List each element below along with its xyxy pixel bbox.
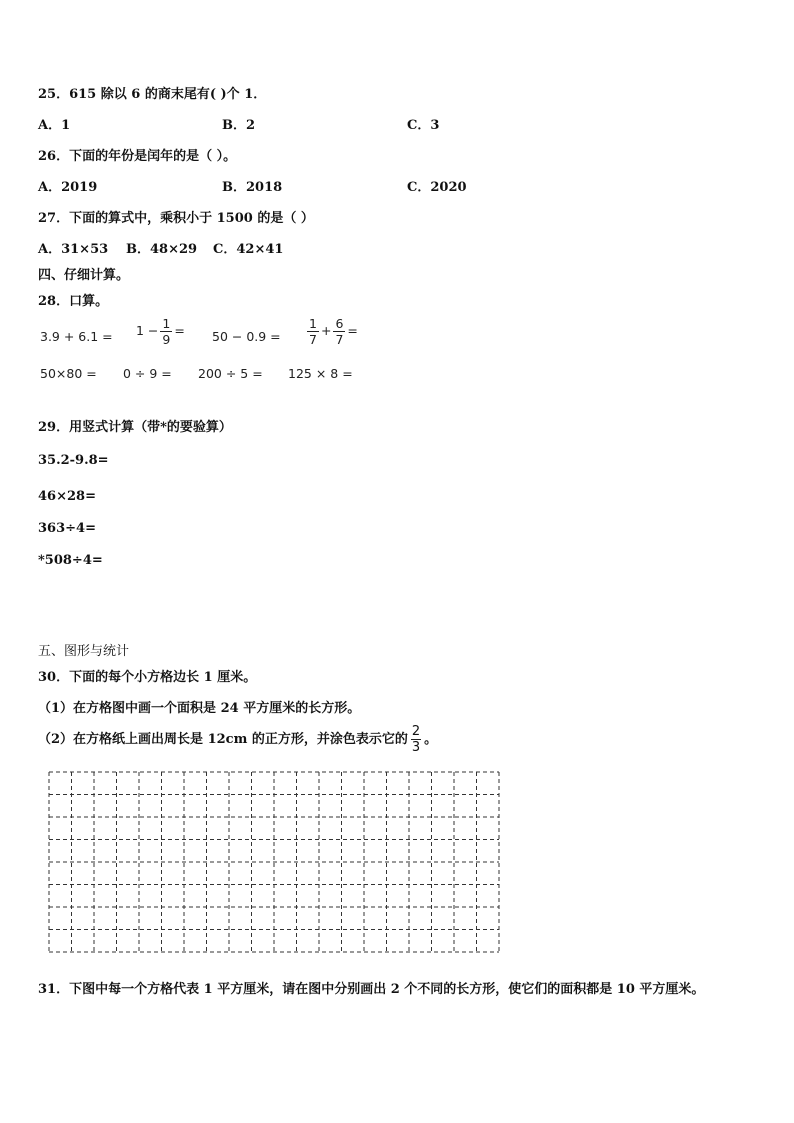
plus-sign: + [320,323,332,338]
oral-calc-6: 0 ÷ 9 = [123,366,172,381]
vertical-calc-4: *508÷4= [38,553,103,568]
question-30-part-2-text: （2）在方格纸上画出周长是 12cm 的正方形，并涂色表示它的 [38,732,408,747]
vertical-calc-3: 363÷4= [38,521,96,536]
question-27-option-b: B．48×29 [126,242,198,257]
question-26-stem: 26．下面的年份是闰年的是（ ）。 [38,149,237,164]
question-26-option-b: B．2018 [222,180,283,195]
section-4-heading: 四、仔细计算。 [38,268,130,283]
oral-calc-2-prefix: 1 − [136,323,159,338]
oral-calc-2-equals: = [174,323,185,338]
oral-calc-2 [136,316,185,347]
question-30-part-1: （1）在方格图中画一个面积是 24 平方厘米的长方形。 [38,701,361,716]
dashed-square-grid[interactable] [48,771,502,957]
section-5-heading: 五、图形与统计 [38,644,130,659]
question-25-stem: 25．615 除以 6 的商末尾有( )个 1． [38,87,267,102]
question-26-option-c: C．2020 [407,180,467,195]
question-25-option-c: C．3 [407,118,440,133]
fraction-numerator: 6 [335,316,344,331]
question-30-stem: 30．下面的每个小方格边长 1 厘米。 [38,670,257,685]
fraction-numerator: 1 [162,316,171,331]
question-26-option-a: A．2019 [38,180,98,195]
question-31-stem: 31．下图中每一个方格代表 1 平方厘米，请在图中分别画出 2 个不同的长方形，使它们的面积都是 10 平方厘米。 [38,982,705,997]
question-30-part-2 [38,724,437,755]
question-27-option-a: A．31×53 [38,242,109,257]
fraction-denominator: 3 [411,740,421,755]
oral-calc-1: 3.9 + 6.1 = [40,329,113,344]
oral-calc-7: 200 ÷ 5 = [198,366,263,381]
question-27-stem: 27．下面的算式中，乘积小于 1500 的是（ ） [38,211,314,226]
fraction-six-sevenths [333,316,345,347]
fraction-numerator: 1 [309,316,317,331]
fraction-one-ninth [160,316,172,347]
oral-calc-4-equals: = [347,323,358,338]
fraction-numerator: 2 [411,724,421,739]
fraction-denominator: 9 [162,332,171,347]
oral-calc-3: 50 − 0.9 = [212,329,281,344]
question-27-option-c: C．42×41 [213,242,284,257]
question-25-option-b: B．2 [222,118,256,133]
question-29-stem: 29．用竖式计算（带*的要验算） [38,420,232,435]
fraction-two-thirds [411,724,421,755]
oral-calc-4 [305,316,358,347]
vertical-calc-2: 46×28= [38,489,96,504]
fraction-one-seventh [307,316,319,347]
fraction-denominator: 7 [335,332,344,347]
vertical-calc-1: 35.2-9.8= [38,453,109,468]
fraction-denominator: 7 [309,332,317,347]
oral-calc-5: 50×80 = [40,366,97,381]
question-25-option-a: A．1 [38,118,71,133]
question-30-part-2-end: 。 [424,732,438,747]
oral-calc-8: 125 × 8 = [288,366,353,381]
question-28-stem: 28．口算。 [38,294,109,309]
